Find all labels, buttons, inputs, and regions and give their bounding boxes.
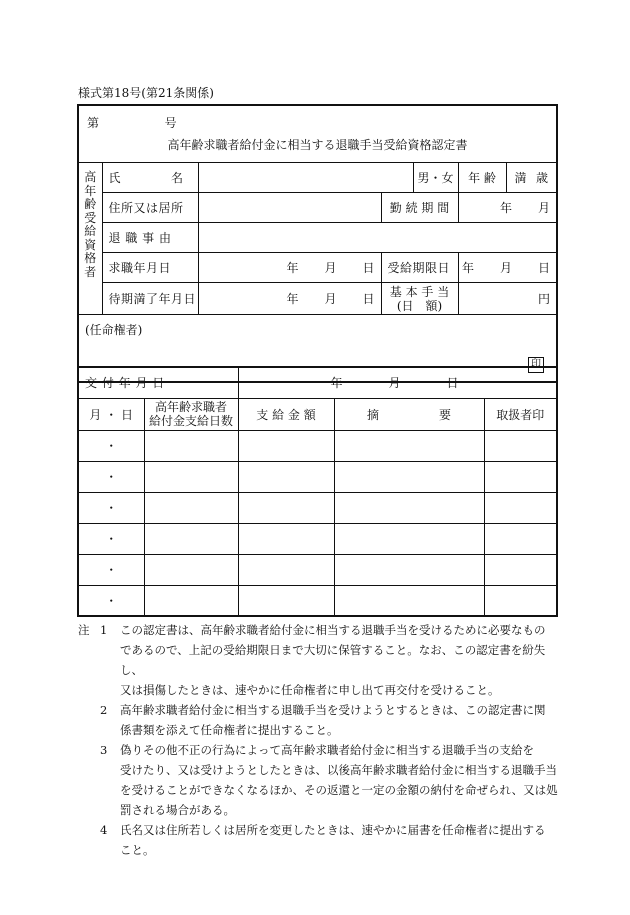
- note-item: 3 偽りその他不正の行為によって高年齢求職者給付金に相当する退職手当の支給を 受けたり、又は受けようとしたときは、以後高年齢求職者給付金に相当する退職手当 を受けることができなくなるほか、その返還と一定の金額の納付を命ぜられ、又は処 罰される場合がある。: [100, 743, 558, 817]
- table-row: ・: [78, 492, 557, 523]
- table-row: ・: [78, 523, 557, 554]
- table-row: ・: [78, 461, 557, 492]
- header-cell: [78, 105, 557, 163]
- apply-date-label: 求職年月日: [102, 253, 198, 283]
- wait-end-field[interactable]: 年 月 日: [198, 283, 381, 315]
- age-field[interactable]: 満 歳: [506, 163, 557, 193]
- note-item: 4 氏名又は住所若しくは居所を変更したときは、速やかに届書を任命権者に提出する こと。: [100, 823, 546, 857]
- address-field[interactable]: [198, 193, 381, 223]
- deadline-label: 受給期限日: [381, 253, 458, 283]
- wait-end-label: 待期満了年月日: [102, 283, 198, 315]
- reason-label: 退 職 事 由: [102, 223, 198, 253]
- certificate-number: [87, 114, 177, 131]
- note-item: 注 1 この認定書は、高年齢求職者給付金に相当する退職手当を受けるために必要なもの であるので、上記の受給期限日まで大切に保管すること。なお、この認定書を紛失し、 又は損傷したときは、速やかに任命権者に申し出て再交付を受けること。: [78, 620, 558, 700]
- notes: [78, 620, 558, 860]
- col-handler-stamp: 取扱者印: [484, 398, 557, 430]
- name-field[interactable]: [198, 163, 413, 193]
- apply-date-field[interactable]: 年 月 日: [198, 253, 381, 283]
- gender-field[interactable]: 男・女: [413, 163, 458, 193]
- table-row: ・: [78, 554, 557, 585]
- stamp-box: 印: [528, 357, 544, 373]
- number-suffix: 号: [164, 116, 177, 130]
- issue-ledger-table: [77, 366, 558, 617]
- base-allowance-field[interactable]: 円: [458, 283, 557, 315]
- appointer-label: (任命権者): [85, 323, 143, 337]
- table-row: ・: [78, 430, 557, 461]
- col-summary: 摘 要: [334, 398, 484, 430]
- deadline-field[interactable]: 年 月 日: [458, 253, 557, 283]
- table-row: ・: [78, 585, 557, 616]
- issue-date-label: 交 付 年 月 日: [78, 367, 238, 398]
- service-field[interactable]: 年 月: [458, 193, 557, 223]
- reason-field[interactable]: [198, 223, 557, 253]
- col-amount: 支 給 金 額: [238, 398, 334, 430]
- col-days: 高年齢求職者 給付金支給日数: [144, 398, 238, 430]
- col-date: 月 ・ 日: [78, 398, 144, 430]
- name-label: 氏 名: [102, 163, 198, 193]
- number-prefix: 第: [87, 116, 100, 130]
- note-mark: 注: [78, 623, 90, 637]
- form-id: 様式第18号(第21条関係): [78, 86, 214, 100]
- service-label: 勤 続 期 間: [381, 193, 458, 223]
- certificate-form: [77, 104, 558, 383]
- issue-date-field[interactable]: 年 月 日: [238, 367, 557, 398]
- base-allowance-label: 基 本 手 当 (日 額): [381, 283, 458, 315]
- qualifier-label: 高 年 齢 受 給 資 格 者: [78, 163, 102, 315]
- age-label: 年 齢: [458, 163, 506, 193]
- address-label: 住所又は居所: [102, 193, 198, 223]
- note-item: 2 高年齢求職者給付金に相当する退職手当を受けようとするときは、この認定書に関 係書類を添えて任命権者に提出すること。: [100, 703, 546, 737]
- form-title: 高年齢求職者給付金に相当する退職手当受給資格認定書: [167, 138, 468, 152]
